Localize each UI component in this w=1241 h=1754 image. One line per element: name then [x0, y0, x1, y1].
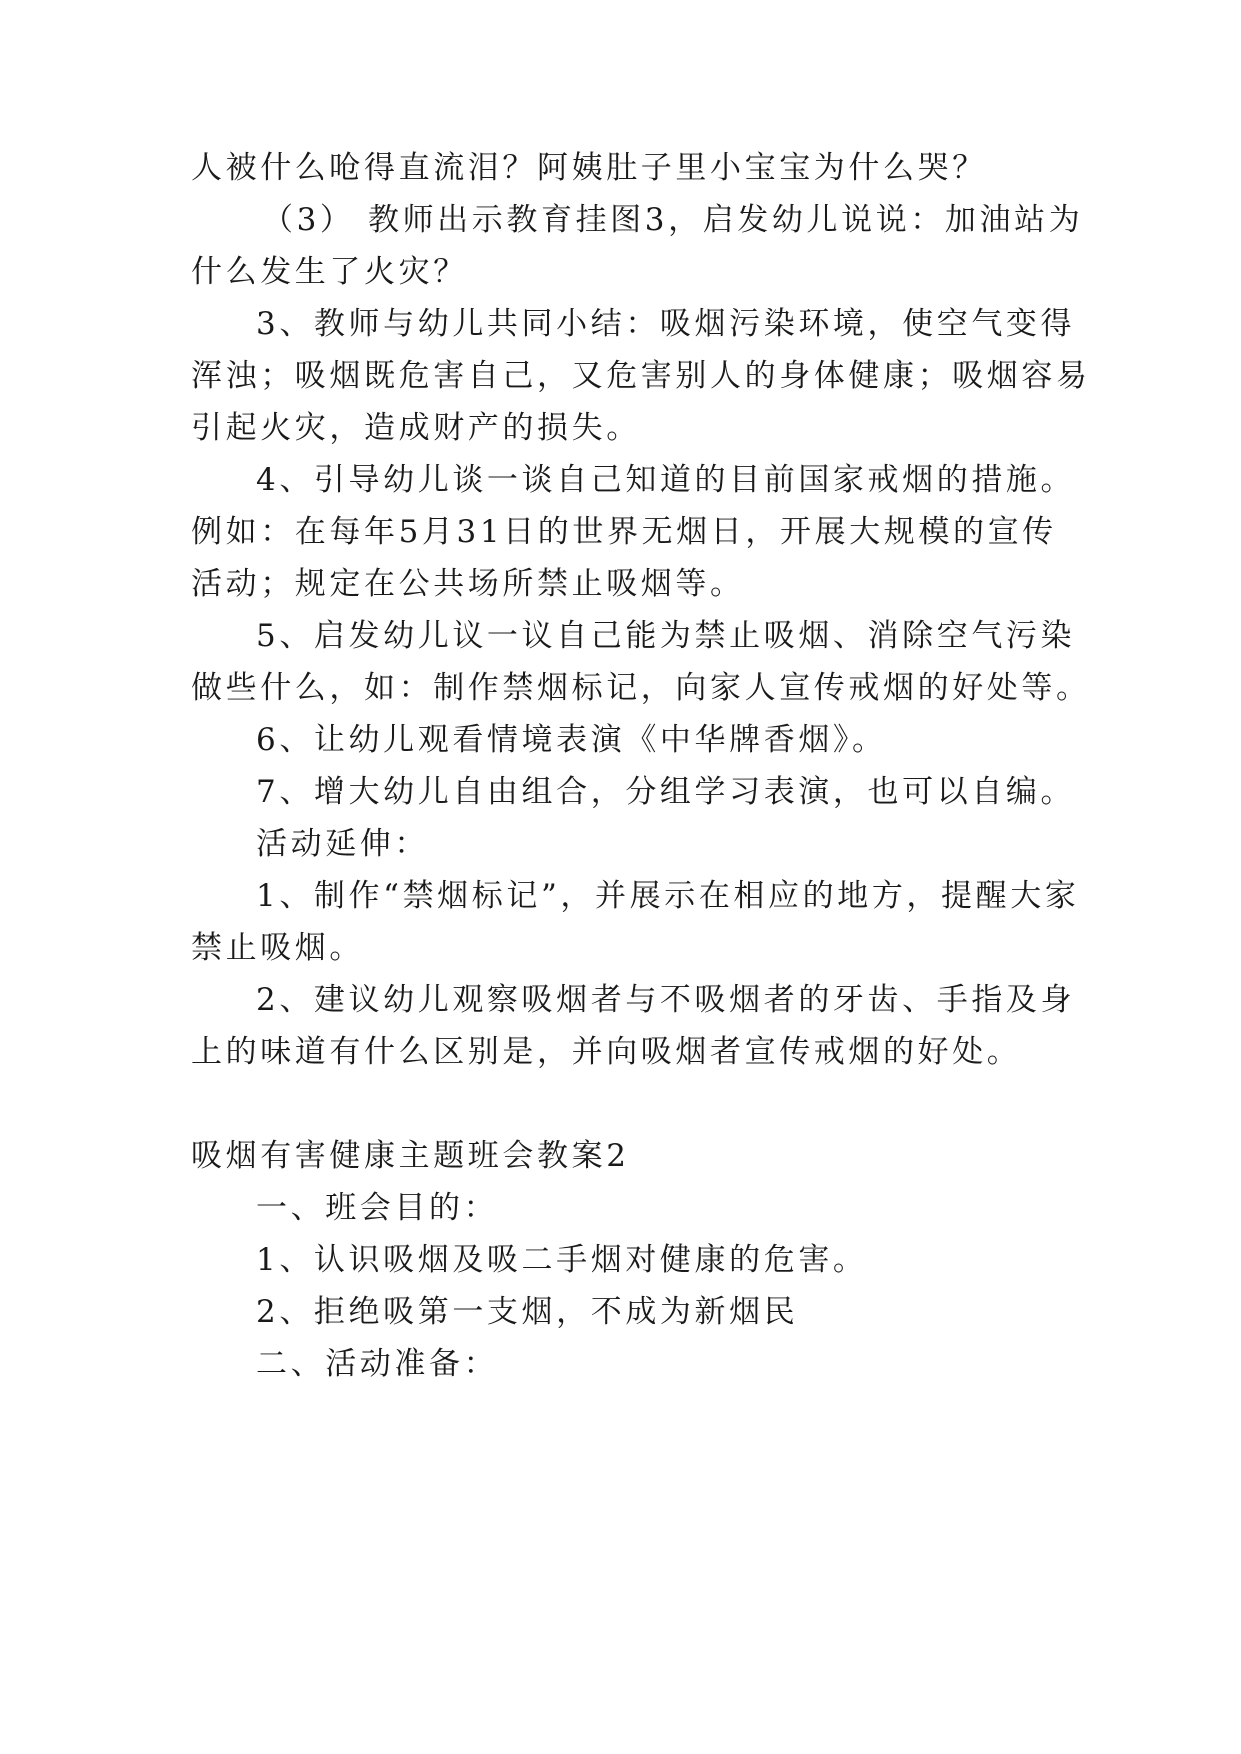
text-line: 4、引导幼儿谈一谈自己知道的目前国家戒烟的措施。	[256, 462, 1076, 498]
text-line: 例如：在每年5月31日的世界无烟日，开展大规模的宣传	[191, 514, 1057, 550]
section-heading: 活动延伸：	[256, 826, 429, 862]
text-line: 7、增大幼儿自由组合，分组学习表演，也可以自编。	[256, 774, 1076, 810]
text-line: 2、建议幼儿观察吸烟者与不吸烟者的牙齿、手指及身	[256, 982, 1076, 1018]
text-line: 2、拒绝吸第一支烟，不成为新烟民	[256, 1294, 799, 1330]
text-line: 5、启发幼儿议一议自己能为禁止吸烟、消除空气污染	[256, 618, 1076, 654]
section-heading: 一、班会目的：	[256, 1190, 499, 1226]
document-title: 吸烟有害健康主题班会教案2	[191, 1138, 630, 1174]
text-line: 6、让幼儿观看情境表演《中华牌香烟》。	[256, 722, 887, 758]
text-line: 3、教师与幼儿共同小结：吸烟污染环境，使空气变得	[256, 306, 1076, 342]
text-line: 禁止吸烟。	[191, 930, 364, 966]
text-line: 活动；规定在公共场所禁止吸烟等。	[191, 566, 745, 602]
text-line: （3） 教师出示教育挂图3，启发幼儿说说：加油站为	[262, 202, 1084, 238]
text-line: 1、制作“禁烟标记”，并展示在相应的地方，提醒大家	[256, 878, 1080, 914]
text-line: 上的味道有什么区别是，并向吸烟者宣传戒烟的好处。	[191, 1034, 1022, 1070]
text-line: 什么发生了火灾？	[191, 254, 468, 290]
text-line: 浑浊；吸烟既危害自己，又危害别人的身体健康；吸烟容易	[191, 358, 1091, 394]
text-line: 做些什么，如：制作禁烟标记，向家人宣传戒烟的好处等。	[191, 670, 1091, 706]
text-line: 人被什么呛得直流泪？阿姨肚子里小宝宝为什么哭？	[191, 150, 987, 186]
text-line: 引起火灾，造成财产的损失。	[191, 410, 641, 446]
text-line: 1、认识吸烟及吸二手烟对健康的危害。	[256, 1242, 868, 1278]
section-heading: 二、活动准备：	[256, 1346, 499, 1382]
